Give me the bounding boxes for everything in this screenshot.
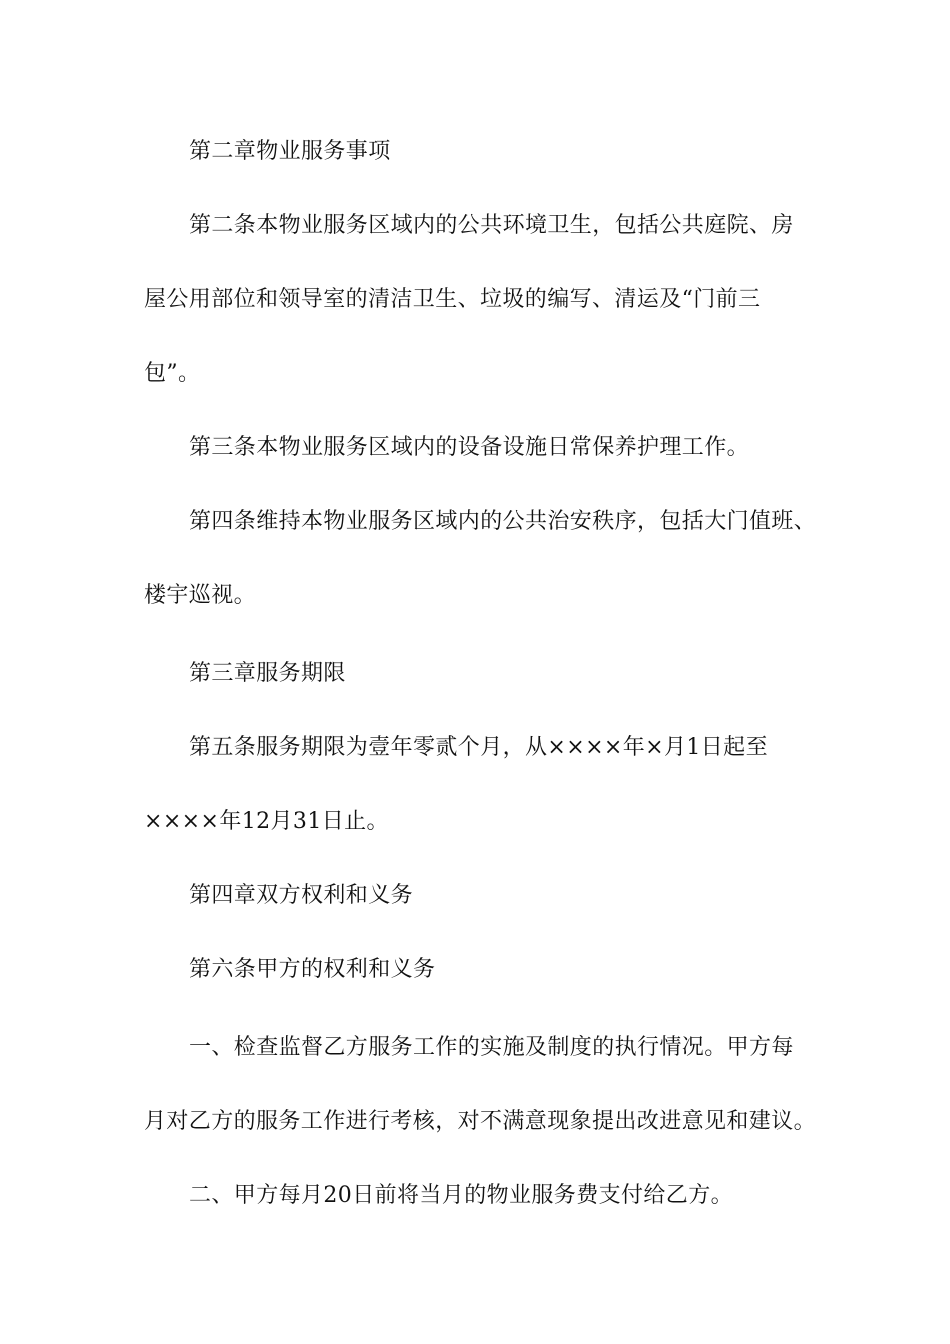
paragraph-line: 第四条维持本物业服务区域内的公共治安秩序，包括大门值班、 [189, 509, 817, 534]
paragraph-line: 屋公用部位和领导室的清洁卫生、垃圾的编写、清运及“门前三 [144, 287, 761, 312]
chapter-heading: 第四章双方权利和义务 [189, 883, 414, 908]
paragraph-line: 一、检查监督乙方服务工作的实施及制度的执行情况。甲方每 [189, 1035, 794, 1060]
chapter-heading: 第三章服务期限 [189, 661, 346, 686]
paragraph-line: ××××年12月31日止。 [144, 809, 389, 834]
chapter-heading: 第二章物业服务事项 [189, 139, 391, 164]
paragraph-line: 楼宇巡视。 [144, 583, 257, 608]
paragraph-line: 第二条本物业服务区域内的公共环境卫生，包括公共庭院、房 [189, 213, 794, 238]
paragraph-line: 二、甲方每月20日前将当月的物业服务费支付给乙方。 [189, 1183, 733, 1208]
paragraph-line: 第六条甲方的权利和义务 [189, 957, 436, 982]
paragraph-line: 月对乙方的服务工作进行考核，对不满意现象提出改进意见和建议。 [144, 1109, 817, 1134]
paragraph-line: 包”。 [144, 361, 201, 386]
paragraph-line: 第三条本物业服务区域内的设备设施日常保养护理工作。 [189, 435, 750, 460]
paragraph-line: 第五条服务期限为壹年零贰个月，从××××年×月1日起至 [189, 735, 768, 760]
